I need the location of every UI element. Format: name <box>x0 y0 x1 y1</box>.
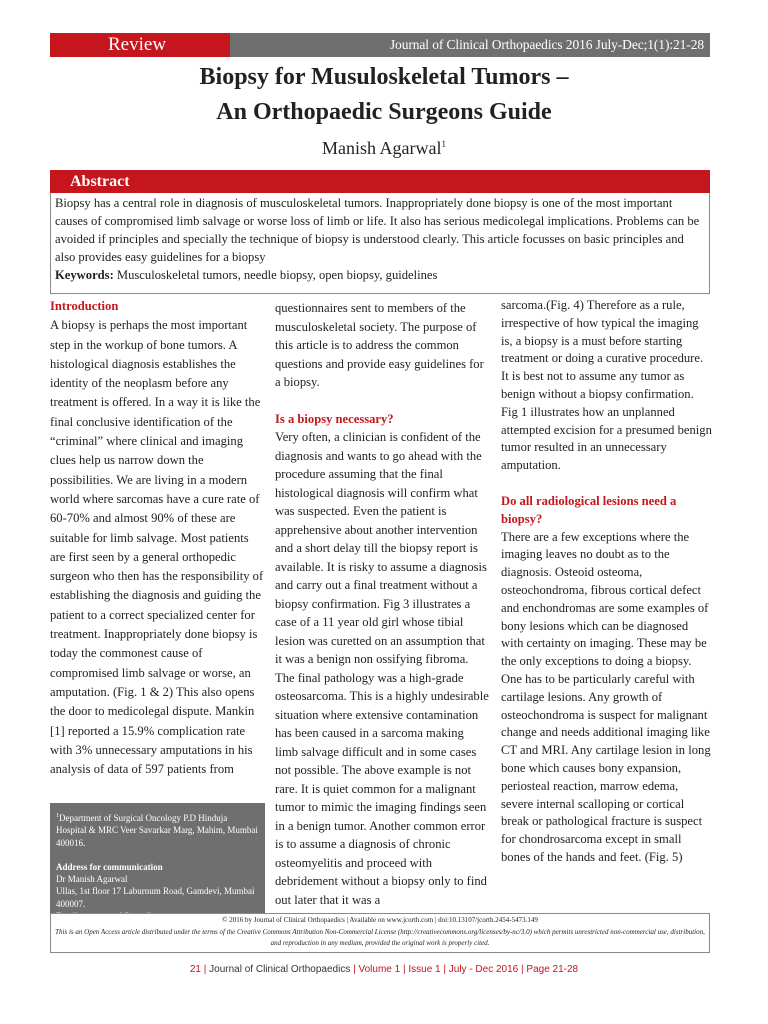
radiological-lesions-text: There are a few exceptions where the imaging leaves no doubt as to the diagnosis. Osteoid osteoma, osteochondroma, fibrous cortical defect and enchondromas are some examples of bony lesions which can be diagnosed with certainty on imaging. These may be the only exceptions to doing a biopsy. One has to be particularly careful with cartilage lesions. Any growth of osteochondroma is suspect for malignant change and needs additional imaging like CT and MRI. Any cartilage lesion in long bone which causes bony expansion, periosteal reaction, marrow edema, severe internal scalloping or cortical break or pathological fracture is suspect for chondrosarcoma except in small bones of the hands and feet. (Fig. 5) <box>501 529 711 864</box>
license-text: This is an Open Access article distributed under the terms of the Creative Commons Attribution Non-Commercial License (http://creativecommons.org/licenses/by-nc/3.0) which permits unrestricted non-commercial use, distribution, and reproduction in any medium, provided the original work is properly cited. <box>55 927 705 947</box>
column-2 <box>275 299 490 909</box>
footer-pages: Page 21-28 <box>526 964 579 975</box>
article-title-line2: An Orthopaedic Surgeons Guide <box>216 99 552 125</box>
footer-journal: Journal of Clinical Orthopaedics <box>209 964 351 975</box>
correspondence-heading: Address for communication <box>56 861 163 872</box>
page-footer: 21 | Journal of Clinical Orthopaedics | Volume 1 | Issue 1 | July - Dec 2016 | Page 21-28 <box>189 964 579 975</box>
license-box <box>50 913 710 953</box>
biopsy-necessary-text: Very often, a clinician is confident of the diagnosis and wants to go ahead with the procedure assuming that the final histological diagnosis will confirm what was suspected. Even the patient is apprehensive about another intervention and a short delay till the biopsy report is available. It is risky to assume a diagnosis and carry out a final treatment without a biopsy confirmation. Fig 3 illustrates a case of a 11 year old girl whose tibial lesion was curetted on an assumption that it was a benign non ossifying fibroma. The final pathology was a high-grade osteosarcoma. This is a highly undesirable situation where extensive contamination has been caused in a sarcoma making limb salvage difficult and in some cases not possible. The above example is not rare. It is quiet common for a malignant tumor to mimic the imaging findings seen in a benign tumor. Another common error is to assume a diagnosis of chronic osteomyelitis and proceed with debridement without a biopsy only to find out later that it was a <box>275 430 489 907</box>
correspondence-name: Dr Manish Agarwal <box>56 874 128 885</box>
radiological-lesions-heading: Do all radiological lesions need a biopsy? <box>501 493 677 526</box>
footer-issue: Issue 1 <box>408 964 441 975</box>
author-affiliation-mark: 1 <box>441 139 446 149</box>
column-1 <box>50 297 265 779</box>
header-bar <box>50 33 710 57</box>
article-title-line1: Biopsy for Musuloskeletal Tumors – <box>199 64 569 90</box>
affiliation-box <box>50 803 265 922</box>
affiliation-mark: 1 <box>56 813 59 819</box>
introduction-text: A biopsy is perhaps the most important step in the workup of bone tumors. A histological diagnosis establishes the identity of the neoplasm before any treatment is offered. In a way it is like the final conclusive identification of the “criminal” where clinical and imaging clues help us narrow down the possibilities. We are living in a modern world where sarcomas have a cure rate of 60-70% and almost 90% of these are suitable for limb salvage. Most patients are first seen by a general orthopedic surgeon who then has the responsibility of establishing the diagnosis and guiding the patient to a correct specialized center for treatment. Inappropriately done biopsy is today the commonest cause of compromised limb salvage or worse, an amputation. (Fig. 1 & 2) This also opens the door to medicolegal dispute. Mankin [1] reported a 15.9% complication rate with 3% unnecessary amputations in his analysis of data of 597 patients from <box>50 318 264 777</box>
journal-citation: Journal of Clinical Orthopaedics 2016 July-Dec;1(1):21-28 <box>230 33 710 57</box>
column-2-paragraph: questionnaires sent to members of the musculoskeletal society. The purpose of this article is to address the common questions and provide easy guidelines for a biopsy. <box>275 301 484 389</box>
keywords-label: Keywords: <box>55 268 114 282</box>
introduction-heading: Introduction <box>50 299 119 313</box>
abstract-heading: Abstract <box>50 170 710 193</box>
affiliation-department: Department of Surgical Oncology P.D Hinduja Hospital & MRC Veer Savarkar Marg, Mahim, Mumbai 400016. <box>56 813 258 848</box>
keywords-text: Musculoskeletal tumors, needle biopsy, open biopsy, guidelines <box>113 268 438 282</box>
biopsy-necessary-heading: Is a biopsy necessary? <box>275 411 394 426</box>
author-name <box>0 138 768 159</box>
abstract-text: Biopsy has a central role in diagnosis of musculoskeletal tumors. Inappropriately done biopsy is one of the most important causes of compromised limb salvage or worse loss of limb or life. It also has serious medicolegal implications. Problems can be avoided if principles and specially the technique of biopsy is understood clearly. This article focusses on basic principles and also provides easy guidelines for a biopsy <box>55 196 700 264</box>
page-number: 21 <box>189 964 201 975</box>
correspondence-address: Ullas, 1st floor 17 Laburnum Road, Gamdevi, Mumbai 400007. <box>56 886 255 909</box>
column-3-paragraph: sarcoma.(Fig. 4) Therefore as a rule, irrespective of how typical the imaging is, a biopsy is a must before starting treatment or doing a curative procedure. It is best not to assume any tumor as benign without a biopsy confirmation. Fig 1 illustrates how an unplanned attempted excision for a presumed benign tumor resulted in an unnecessary amputation. <box>501 298 712 473</box>
column-3 <box>501 297 713 867</box>
footer-volume: Volume 1 <box>358 964 401 975</box>
footer-dates: July - Dec 2016 <box>448 964 519 975</box>
correspondence-email: Email: mgagarwal@gmail.com <box>56 911 169 922</box>
section-label: Review <box>50 33 230 57</box>
copyright-line: © 2016 by Journal of Clinical Orthopaedics | Available on www.jcorth.com | doi:10.13107/jcorth.2454-5473.149 <box>222 916 538 924</box>
author-name-text: Manish Agarwal <box>322 138 442 158</box>
abstract-box <box>50 193 710 294</box>
